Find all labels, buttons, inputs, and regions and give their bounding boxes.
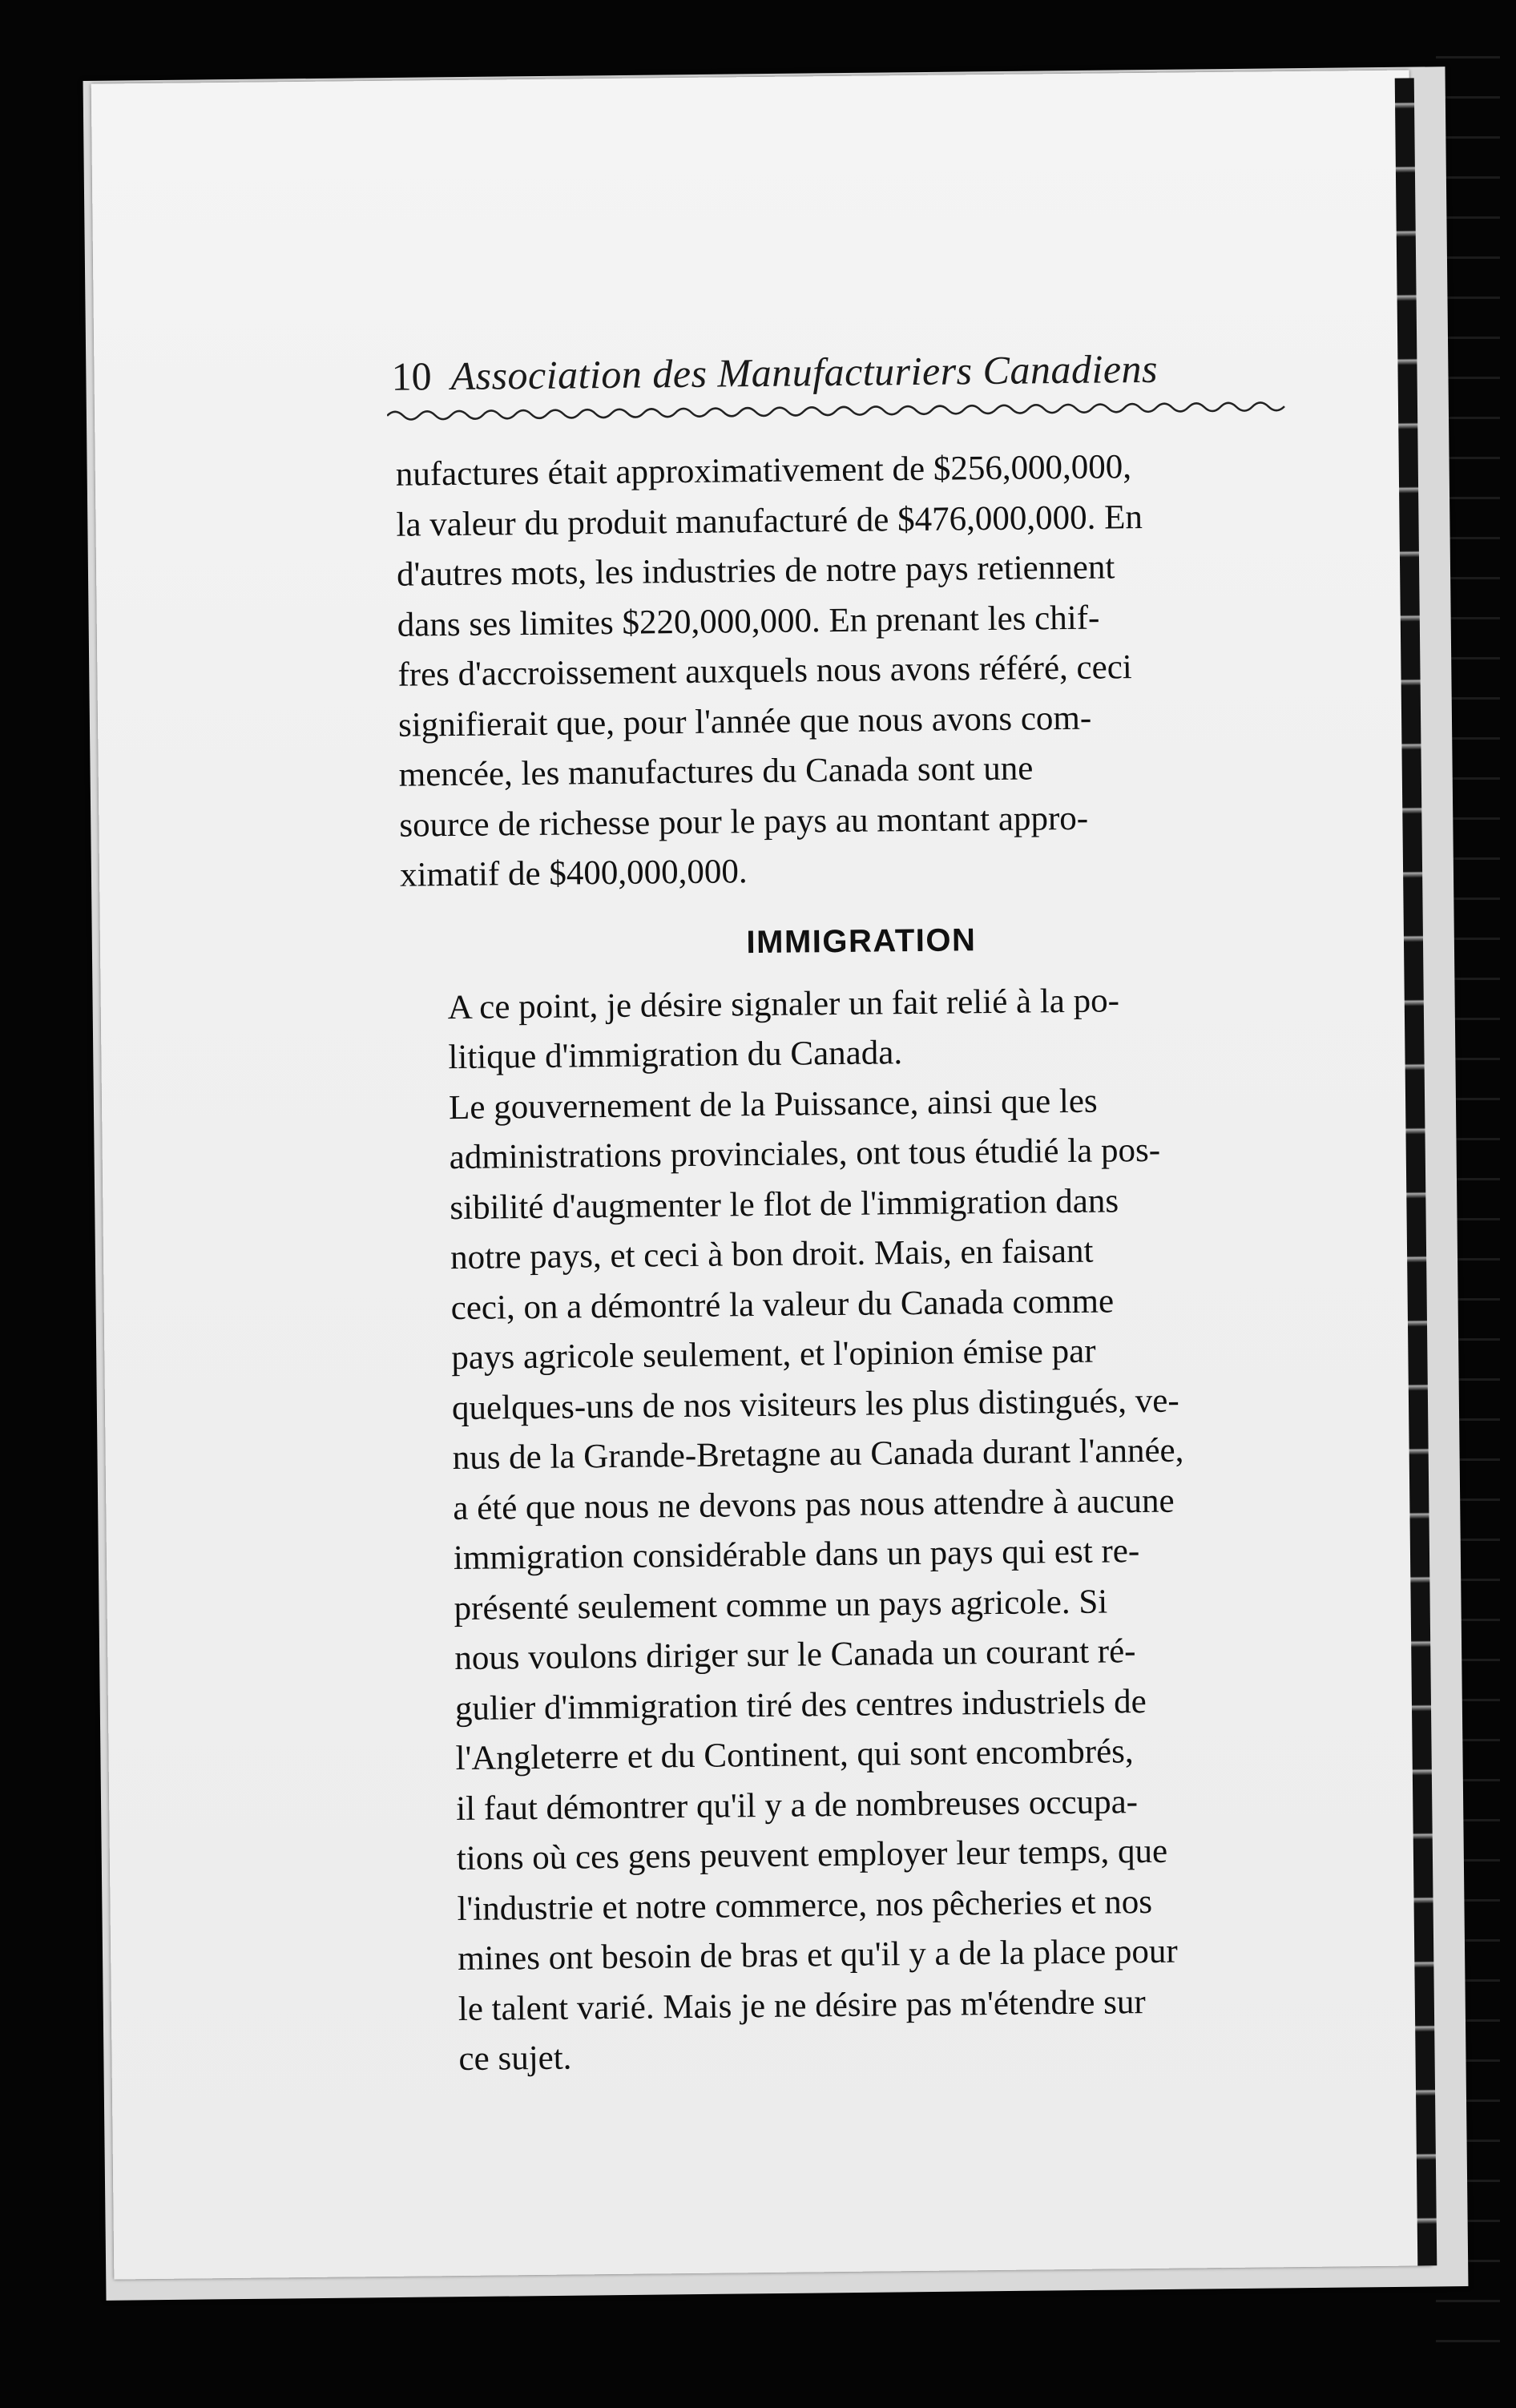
page-number: 10 <box>391 353 432 399</box>
running-header <box>391 344 1316 400</box>
text-line: quelques-uns de nos visiteurs les plus distingués, ve- <box>451 1381 1179 1427</box>
text-line: ce sujet. <box>458 2039 572 2079</box>
text-line: ceci, on a démontré la valeur du Canada comme <box>450 1281 1115 1327</box>
text-line: Le gouvernement de la Puissance, ainsi que les <box>448 1082 1098 1127</box>
text-line: dans ses limites $220,000,000. En prenant les chif- <box>397 599 1100 644</box>
text-line: d'autres mots, les industries de notre pays retiennent <box>396 548 1115 594</box>
text-line: il faut démontrer qu'il y a de nombreuses occupa- <box>456 1782 1139 1828</box>
running-title: Association des Manufacturiers Canadiens <box>450 345 1159 399</box>
text-line: la valeur du produit manufacturé de $476,000,000. En <box>396 498 1143 544</box>
text-line: administrations provinciales, ont tous étudié la pos- <box>449 1131 1161 1177</box>
paragraph-2 <box>401 974 1323 1083</box>
text-line: l'industrie et notre commerce, nos pêcheries et nos <box>457 1882 1153 1928</box>
text-line: notre pays, et ceci à bon droit. Mais, en faisant <box>450 1232 1094 1277</box>
text-line: mencée, les manufactures du Canada sont une <box>398 749 1034 794</box>
text-line: source de richesse pour le pays au montant appro- <box>399 799 1089 845</box>
text-line: litique d'immigration du Canada. <box>448 1034 903 1077</box>
text-line: nufactures était approximativement de $256,000,000, <box>395 448 1132 494</box>
page-content <box>391 344 1334 2085</box>
text-line: fres d'accroissement auxquels nous avons référé, ceci <box>397 648 1132 694</box>
header-ornamental-rule <box>387 395 1292 422</box>
text-line: pays agricole seulement, et l'opinion émise par <box>451 1332 1096 1377</box>
text-line: le talent varié. Mais je ne désire pas m'étendre sur <box>458 1982 1146 2028</box>
text-line: tions où ces gens peuvent employer leur temps, que <box>456 1832 1168 1878</box>
text-line: a été que nous ne devons pas nous attendre à aucune <box>453 1482 1175 1527</box>
paragraph-1 <box>396 441 1322 901</box>
text-line: nus de la Grande-Bretagne au Canada durant l'année, <box>452 1431 1184 1478</box>
text-line: immigration considérable dans un pays qui est re- <box>453 1532 1140 1578</box>
text-line: signifierait que, pour l'année que nous avons com- <box>397 699 1092 744</box>
text-line: l'Angleterre et du Continent, qui sont encombrés, <box>455 1732 1134 1778</box>
paragraph-3 <box>402 1074 1334 2085</box>
document-page <box>91 70 1433 2279</box>
text-line: présenté seulement comme un pays agricole. Si <box>454 1583 1108 1628</box>
text-line: ximatif de $400,000,000. <box>399 853 748 894</box>
text-line: sibilité d'augmenter le flot de l'immigration dans <box>450 1181 1119 1227</box>
text-line: nous voulons diriger sur le Canada un courant ré- <box>454 1632 1136 1678</box>
section-heading: IMMIGRATION <box>746 922 977 960</box>
text-line: gulier d'immigration tiré des centres industriels de <box>454 1682 1147 1728</box>
text-line: mines ont besoin de bras et qu'il y a de la place pour <box>457 1932 1178 1978</box>
text-line: A ce point, je désire signaler un fait relié à la po- <box>447 981 1120 1027</box>
